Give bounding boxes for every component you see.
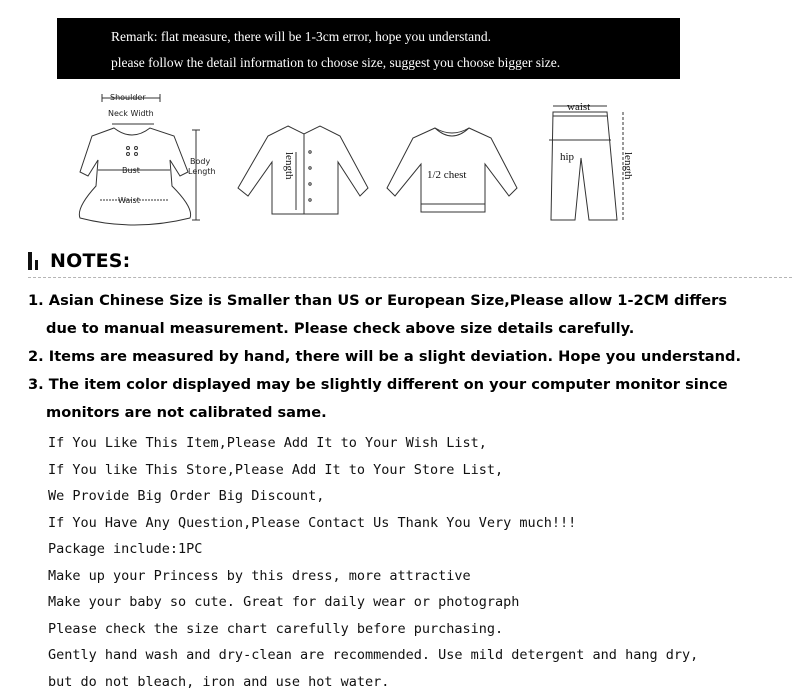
bust-label: Bust bbox=[122, 166, 140, 175]
remark-line-1: Remark: flat measure, there will be 1-3cm error, hope you understand. bbox=[111, 29, 491, 44]
body-length-label-2: Length bbox=[188, 167, 216, 176]
remark-banner bbox=[57, 18, 680, 79]
notes-bar-icon bbox=[28, 252, 32, 270]
notes-header bbox=[28, 249, 130, 273]
info-line: Gently hand wash and dry-clean are recommended. Use mild detergent and hang dry, bbox=[48, 647, 699, 663]
pants-waist-label: waist bbox=[567, 101, 591, 113]
info-line: Please check the size chart carefully before purchasing. bbox=[48, 621, 504, 637]
pants-hip-label: hip bbox=[560, 151, 575, 163]
sweater-measure-diagram bbox=[385, 124, 520, 216]
info-line: If You like This Store,Please Add It to Your Store List, bbox=[48, 462, 504, 478]
info-line: We Provide Big Order Big Discount, bbox=[48, 488, 325, 504]
pants-measure-diagram bbox=[545, 98, 640, 224]
note-3-continued: monitors are not calibrated same. bbox=[46, 404, 327, 421]
notes-divider bbox=[28, 277, 792, 278]
info-line: but do not bleach, iron and use hot water. bbox=[48, 674, 390, 690]
info-line: Make your baby so cute. Great for daily wear or photograph bbox=[48, 594, 520, 610]
note-1: 1. Asian Chinese Size is Smaller than US or European Size,Please allow 1-2CM differs bbox=[28, 292, 728, 309]
note-1-continued: due to manual measurement. Please check above size details carefully. bbox=[46, 320, 635, 337]
shirt-length-label: length bbox=[283, 152, 295, 180]
info-line: If You Have Any Question,Please Contact Us Thank You Very much!!! bbox=[48, 515, 577, 531]
shoulder-label: Shoulder bbox=[110, 93, 146, 102]
shirt-measure-diagram bbox=[236, 122, 371, 217]
note-2: 2. Items are measured by hand, there will be a slight deviation. Hope you understand. bbox=[28, 348, 742, 365]
info-line: Make up your Princess by this dress, more attractive bbox=[48, 568, 471, 584]
chest-label: 1/2 chest bbox=[427, 169, 467, 181]
pants-length-label: length bbox=[622, 152, 634, 180]
notes-title: NOTES: bbox=[50, 250, 131, 272]
info-line: Package include:1PC bbox=[48, 541, 203, 557]
neck-width-label: Neck Width bbox=[108, 109, 154, 118]
waist-label: Waist bbox=[118, 196, 140, 205]
notes-bar-icon-small bbox=[35, 260, 38, 270]
body-length-label-1: Body bbox=[190, 157, 211, 166]
info-line: If You Like This Item,Please Add It to Your Wish List, bbox=[48, 435, 487, 451]
note-3: 3. The item color displayed may be slightly different on your computer monitor since bbox=[28, 376, 728, 393]
dress-measure-diagram bbox=[62, 90, 222, 230]
remark-line-2: please follow the detail information to choose size, suggest you choose bigger size. bbox=[111, 55, 561, 70]
